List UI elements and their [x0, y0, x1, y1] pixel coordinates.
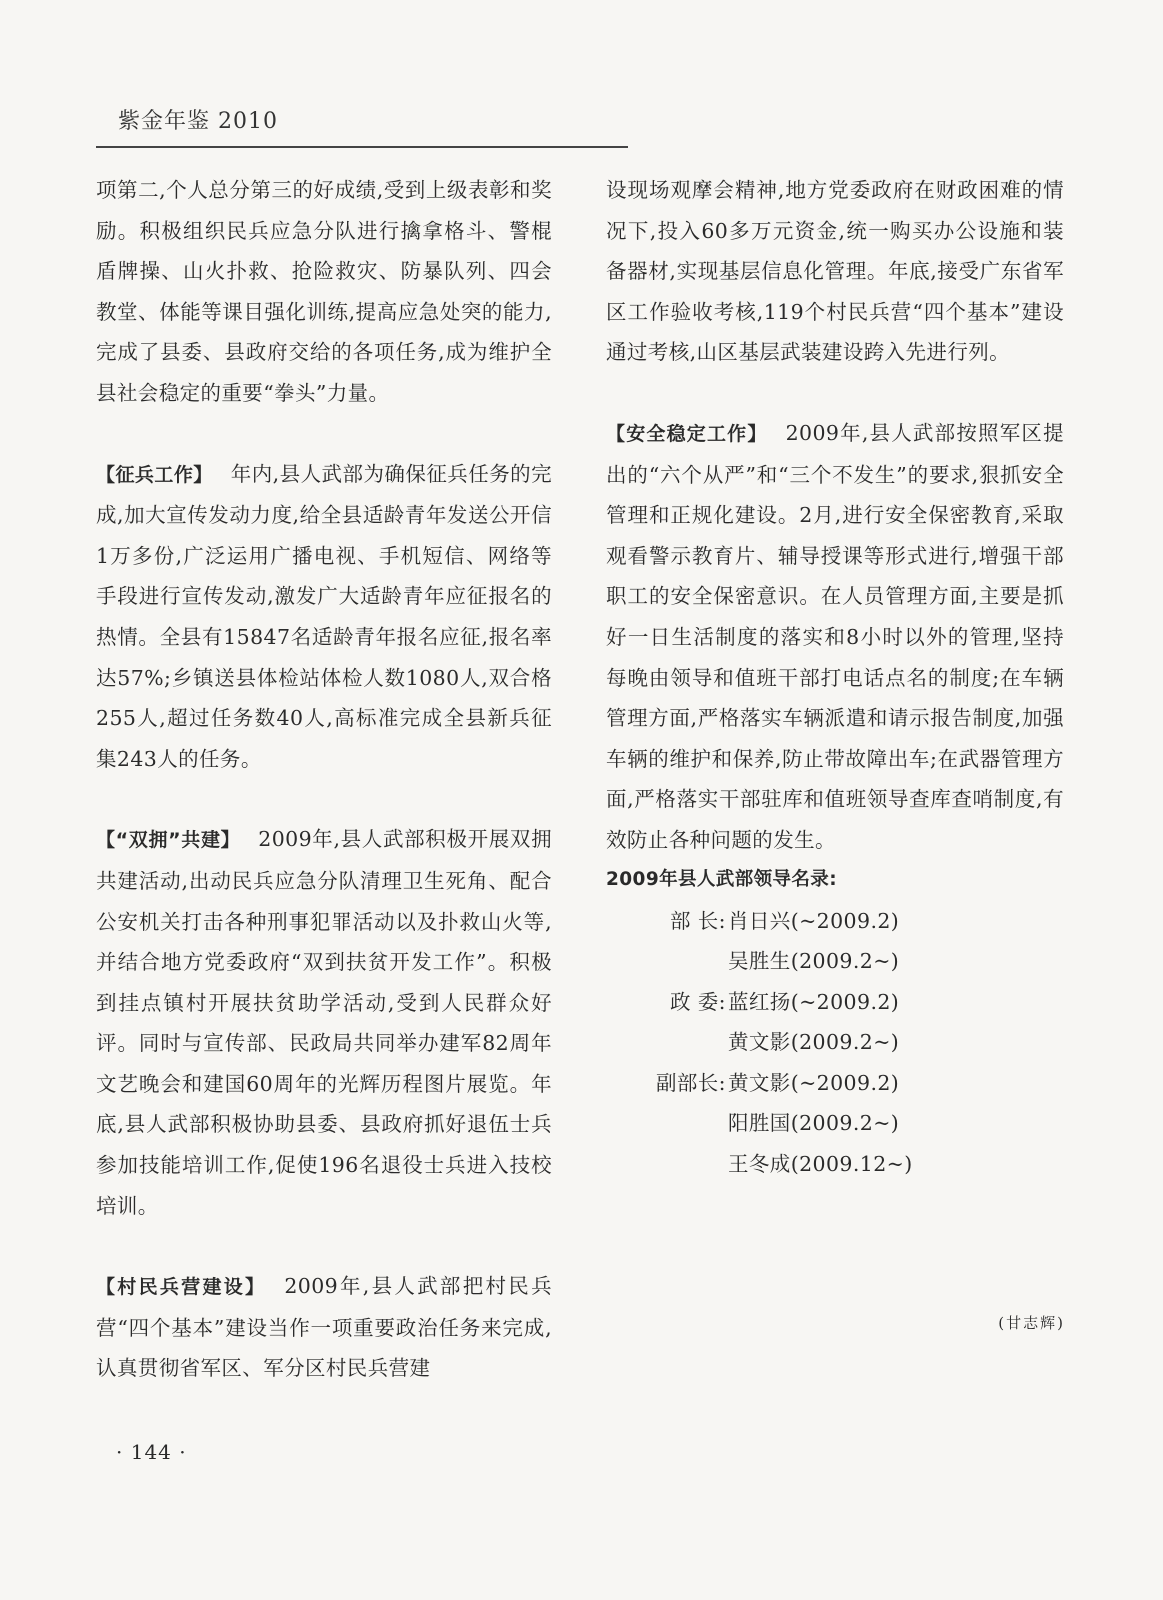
leader-roster	[606, 901, 1064, 1185]
roster-row	[606, 941, 1064, 982]
section-heading: 【村民兵营建设】	[96, 1276, 267, 1299]
roster-role	[606, 1022, 726, 1063]
section-safety-stability	[606, 413, 1064, 861]
roster-name: 黄文影(~2009.2)	[728, 1070, 900, 1095]
roster-row	[606, 1022, 1064, 1063]
page-number: · 144 ·	[116, 1440, 187, 1464]
section-gap	[96, 779, 552, 819]
section-body: 2009年,县人武部按照军区提出的“六个从严”和“三个不发生”的要求,狠抓安全管理和正规化建设。2月,进行安全保密教育,采取观看警示教育片、辅导授课等形式进行,增强干部职工的安全保密意识。在人员管理方面,主要是抓好一日生活制度的落实和8小时以外的管理,坚持每晚由领导和值班干部打电话点名的制度;在车辆管理方面,严格落实车辆派遣和请示报告制度,加强车辆的维护和保养,防止带故障出车;在武器管理方面,严格落实干部驻库和值班领导查库查哨制度,有效防止各种问题的发生。	[606, 420, 1064, 852]
right-column	[606, 170, 1064, 1185]
roster-role	[606, 1103, 726, 1144]
section-gap	[96, 414, 552, 454]
section-conscription	[96, 454, 552, 780]
left-column	[96, 170, 552, 1389]
roster-name: 阳胜国(2009.2~)	[728, 1111, 900, 1136]
roster-row	[606, 1103, 1064, 1144]
roster-row	[606, 1063, 1064, 1104]
roster-name: 肖日兴(~2009.2)	[728, 908, 900, 933]
continuation-paragraph: 设现场观摩会精神,地方党委政府在财政困难的情况下,投入60多万元资金,统一购买办公设施和装备器材,实现基层信息化管理。年底,接受广东省军区工作验收考核,119个村民兵营“四个基本”建设通过考核,山区基层武装建设跨入先进行列。	[606, 178, 1064, 365]
section-heading: 【安全稳定工作】	[606, 422, 768, 445]
roster-role	[606, 941, 726, 982]
roster-role	[606, 1144, 726, 1185]
roster-name: 王冬成(2009.12~)	[728, 1152, 913, 1177]
roster-name: 蓝红扬(~2009.2)	[728, 989, 900, 1014]
section-double-support	[96, 819, 552, 1226]
roster-role: 部 长:	[669, 908, 726, 933]
roster-role: 政 委:	[669, 989, 726, 1014]
roster-row	[606, 901, 1064, 942]
section-militia-camp	[96, 1266, 552, 1389]
section-gap	[96, 1226, 552, 1266]
section-body: 年内,县人武部为确保征兵任务的完成,加大宣传发动力度,给全县适龄青年发送公开信1万多份,广泛运用广播电视、手机短信、网络等手段进行宣传发动,激发广大适龄青年应征报名的热情。全县有15847名适龄青年报名应征,报名率达57%;乡镇送县体检站体检人数1080人,双合格255人,超过任务数40人,高标准完成全县新兵征集243人的任务。	[96, 461, 553, 771]
section-body: 2009年,县人武部积极开展双拥共建活动,出动民兵应急分队清理卫生死角、配合公安机关打击各种刑事犯罪活动以及扑救山火等,并结合地方党委政府“双到扶贫开发工作”。积极到挂点镇村开展扶贫助学活动,受到人民群众好评。同时与宣传部、民政局共同举办建军82周年文艺晚会和建国60周年的光辉历程图片展览。年底,县人武部积极协助县委、县政府抓好退伍士兵参加技能培训工作,促使196名退役士兵进入技校培训。	[96, 827, 552, 1218]
section-body: 2009年,县人武部把村民兵营“四个基本”建设当作一项重要政治任务来完成,认真贯彻省军区、军分区村民兵营建	[96, 1274, 552, 1381]
roster-row	[606, 1144, 1064, 1185]
header-rule	[96, 146, 628, 148]
roster-role: 副部长:	[655, 1070, 726, 1095]
roster-title: 2009年县人武部领导名录:	[606, 868, 837, 890]
roster-row	[606, 982, 1064, 1023]
roster-name: 黄文影(2009.2~)	[728, 1030, 900, 1055]
section-heading: 【征兵工作】	[96, 463, 213, 486]
section-gap	[606, 373, 1064, 413]
author-credit: (甘志辉)	[998, 1314, 1065, 1332]
section-heading: 【“双拥”共建】	[96, 829, 241, 852]
roster-name: 吴胜生(2009.2~)	[728, 949, 900, 974]
running-header-title: 紫金年鉴 2010	[118, 109, 278, 134]
continuation-paragraph: 项第二,个人总分第三的好成绩,受到上级表彰和奖励。积极组织民兵应急分队进行擒拿格斗、警棍盾牌操、山火扑救、抢险救灾、防暴队列、四会教堂、体能等课目强化训练,提高应急处突的能力,完成了县委、县政府交给的各项任务,成为维护全县社会稳定的重要“拳头”力量。	[96, 178, 552, 405]
